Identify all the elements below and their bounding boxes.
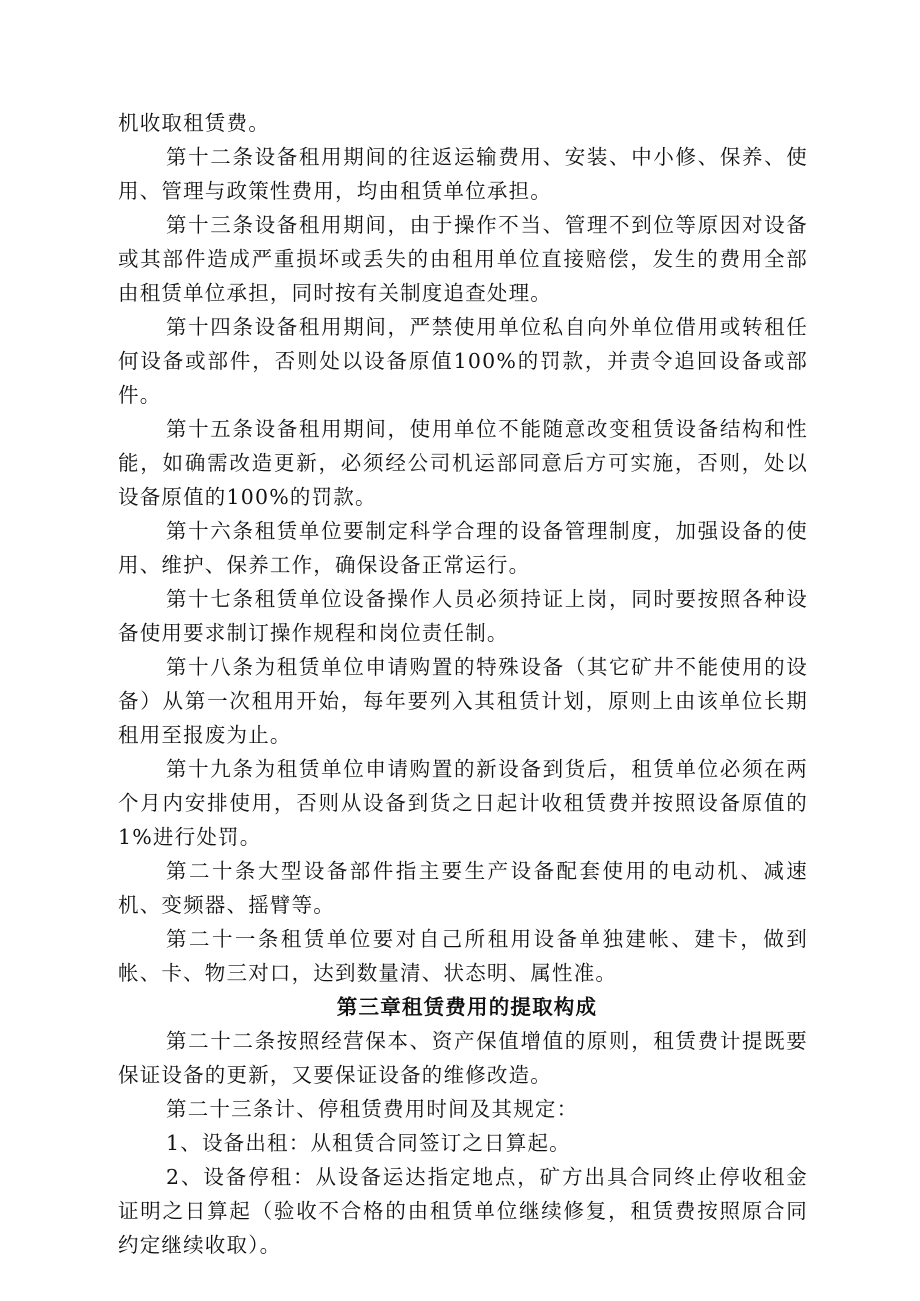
article-22: 第二十二条按照经营保本、资产保值增值的原则，租赁费计提既要保证设备的更新，又要保证设备的维修改造。 bbox=[118, 1029, 808, 1087]
article-23: 第二十三条计、停租赁费用时间及其规定： bbox=[166, 1097, 579, 1121]
paragraph-continuation: 机收取租赁费。 bbox=[118, 111, 270, 135]
article-15: 第十五条设备租用期间，使用单位不能随意改变租赁设备结构和性能，如确需改造更新，必须经公司机运部同意后方可实施，否则，处以设备原值的100%的罚款。 bbox=[118, 417, 808, 509]
list-item-1: 1、设备出租：从租赁合同签订之日算起。 bbox=[166, 1131, 571, 1155]
article-17: 第十七条租赁单位设备操作人员必须持证上岗，同时要按照各种设备使用要求制订操作规程和岗位责任制。 bbox=[118, 587, 808, 645]
article-21: 第二十一条租赁单位要对自己所租用设备单独建帐、建卡，做到帐、卡、物三对口，达到数量清、状态明、属性准。 bbox=[118, 927, 808, 985]
document-body bbox=[118, 106, 808, 1262]
list-item-2: 2、设备停租：从设备运达指定地点，矿方出具合同终止停收租金证明之日算起（验收不合格的由租赁单位继续修复，租赁费按照原合同约定继续收取）。 bbox=[118, 1165, 808, 1257]
article-16: 第十六条租赁单位要制定科学合理的设备管理制度，加强设备的使用、维护、保养工作，确保设备正常运行。 bbox=[118, 519, 808, 577]
article-12: 第十二条设备租用期间的往返运输费用、安装、中小修、保养、使用、管理与政策性费用，均由租赁单位承担。 bbox=[118, 145, 808, 203]
article-20: 第二十条大型设备部件指主要生产设备配套使用的电动机、减速机、变频器、摇臂等。 bbox=[118, 859, 808, 917]
chapter-heading: 第三章租赁费用的提取构成 bbox=[336, 995, 598, 1019]
article-14: 第十四条设备租用期间，严禁使用单位私自向外单位借用或转租任何设备或部件，否则处以设备原值100%的罚款，并责令追回设备或部件。 bbox=[118, 315, 808, 407]
article-19: 第十九条为租赁单位申请购置的新设备到货后，租赁单位必须在两个月内安排使用，否则从设备到货之日起计收租赁费并按照设备原值的1%进行处罚。 bbox=[118, 757, 808, 849]
article-13: 第十三条设备租用期间，由于操作不当、管理不到位等原因对设备或其部件造成严重损坏或丢失的由租用单位直接赔偿，发生的费用全部由租赁单位承担，同时按有关制度追查处理。 bbox=[118, 213, 808, 305]
article-18: 第十八条为租赁单位申请购置的特殊设备（其它矿井不能使用的设备）从第一次租用开始，每年要列入其租赁计划，原则上由该单位长期租用至报废为止。 bbox=[118, 655, 808, 747]
